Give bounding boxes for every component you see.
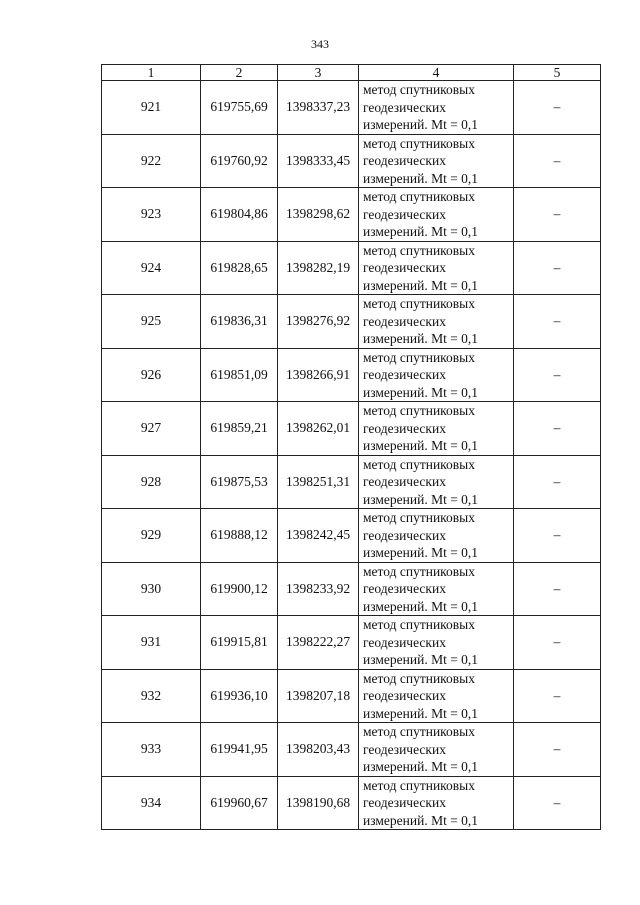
y-coordinate-cell: 1398282,19 <box>278 241 359 295</box>
method-cell <box>359 455 514 509</box>
dash-cell: – <box>514 241 601 295</box>
method-text-line: измерений. Mt = 0,1 <box>363 224 479 239</box>
point-number-cell: 923 <box>102 188 201 242</box>
method-cell <box>359 509 514 563</box>
y-coordinate-cell: 1398207,18 <box>278 669 359 723</box>
table-row <box>102 455 601 509</box>
dash-cell: – <box>514 455 601 509</box>
method-text-line: метод спутниковых <box>363 777 475 793</box>
dash-cell: – <box>514 669 601 723</box>
point-number-cell: 925 <box>102 295 201 349</box>
y-coordinate-cell: 1398190,68 <box>278 776 359 830</box>
x-coordinate-cell: 619804,86 <box>201 188 278 242</box>
method-cell <box>359 776 514 830</box>
dash-cell: – <box>514 295 601 349</box>
method-text-line: геодезических <box>363 474 446 489</box>
y-coordinate-cell: 1398298,62 <box>278 188 359 242</box>
method-text-line: измерений. Mt = 0,1 <box>363 812 479 828</box>
point-number-cell: 933 <box>102 723 201 777</box>
method-text-line: измерений. Mt = 0,1 <box>363 545 479 560</box>
table-row <box>102 134 601 188</box>
table-body <box>102 81 601 830</box>
method-text-line: геодезических <box>363 260 446 275</box>
dash-cell: – <box>514 81 601 135</box>
method-text-line: измерений. Mt = 0,1 <box>363 117 479 132</box>
x-coordinate-cell: 619900,12 <box>201 562 278 616</box>
method-text-line: метод спутниковых <box>363 510 475 525</box>
method-text-line: геодезических <box>363 581 446 596</box>
y-coordinate-cell: 1398251,31 <box>278 455 359 509</box>
y-coordinate-cell: 1398203,43 <box>278 723 359 777</box>
method-text-line: геодезических <box>363 688 446 703</box>
header-row <box>102 65 601 81</box>
method-cell <box>359 348 514 402</box>
method-text-line: измерений. Mt = 0,1 <box>363 705 479 721</box>
method-text-line: метод спутниковых <box>363 403 475 418</box>
dash-cell: – <box>514 776 601 830</box>
table-row <box>102 776 601 830</box>
x-coordinate-cell: 619760,92 <box>201 134 278 188</box>
coordinates-table <box>101 64 601 830</box>
column-header: 5 <box>514 65 601 81</box>
method-text-line: геодезических <box>363 313 446 329</box>
method-text-line: геодезических <box>363 795 446 810</box>
method-cell <box>359 188 514 242</box>
method-text-line: метод спутниковых <box>363 189 475 204</box>
point-number-cell: 929 <box>102 509 201 563</box>
method-text-line: измерений. Mt = 0,1 <box>363 170 479 186</box>
method-cell <box>359 81 514 135</box>
method-cell <box>359 134 514 188</box>
y-coordinate-cell: 1398233,92 <box>278 562 359 616</box>
table-row <box>102 241 601 295</box>
column-header: 1 <box>102 65 201 81</box>
method-text-line: измерений. Mt = 0,1 <box>363 491 479 507</box>
method-text-line: метод спутниковых <box>363 349 475 365</box>
point-number-cell: 924 <box>102 241 201 295</box>
method-cell <box>359 402 514 456</box>
method-text-line: измерений. Mt = 0,1 <box>363 759 479 774</box>
point-number-cell: 928 <box>102 455 201 509</box>
table-row <box>102 348 601 402</box>
method-text-line: геодезических <box>363 153 446 168</box>
method-text-line: измерений. Mt = 0,1 <box>363 438 479 453</box>
dash-cell: – <box>514 402 601 456</box>
method-text-line: геодезических <box>363 367 446 382</box>
table-header <box>102 65 601 81</box>
x-coordinate-cell: 619888,12 <box>201 509 278 563</box>
point-number-cell: 926 <box>102 348 201 402</box>
dash-cell: – <box>514 562 601 616</box>
method-text-line: измерений. Mt = 0,1 <box>363 652 479 667</box>
point-number-cell: 932 <box>102 669 201 723</box>
method-text-line: метод спутниковых <box>363 563 475 579</box>
method-text-line: измерений. Mt = 0,1 <box>363 384 479 400</box>
method-text-line: геодезических <box>363 634 446 650</box>
method-text-line: измерений. Mt = 0,1 <box>363 331 479 346</box>
method-text-line: метод спутниковых <box>363 670 475 686</box>
column-header: 4 <box>359 65 514 81</box>
column-header: 3 <box>278 65 359 81</box>
dash-cell: – <box>514 723 601 777</box>
method-text-line: метод спутниковых <box>363 617 475 632</box>
x-coordinate-cell: 619936,10 <box>201 669 278 723</box>
method-text-line: метод спутниковых <box>363 456 475 472</box>
table-row <box>102 81 601 135</box>
method-cell <box>359 723 514 777</box>
y-coordinate-cell: 1398337,23 <box>278 81 359 135</box>
x-coordinate-cell: 619941,95 <box>201 723 278 777</box>
method-cell <box>359 241 514 295</box>
method-text-line: метод спутниковых <box>363 242 475 258</box>
y-coordinate-cell: 1398333,45 <box>278 134 359 188</box>
point-number-cell: 934 <box>102 776 201 830</box>
x-coordinate-cell: 619859,21 <box>201 402 278 456</box>
method-text-line: геодезических <box>363 741 446 757</box>
point-number-cell: 927 <box>102 402 201 456</box>
method-text-line: метод спутниковых <box>363 296 475 311</box>
method-cell <box>359 562 514 616</box>
table-row <box>102 723 601 777</box>
table-row <box>102 616 601 670</box>
point-number-cell: 921 <box>102 81 201 135</box>
y-coordinate-cell: 1398242,45 <box>278 509 359 563</box>
x-coordinate-cell: 619915,81 <box>201 616 278 670</box>
point-number-cell: 930 <box>102 562 201 616</box>
page-number: 343 <box>311 37 329 51</box>
table-row <box>102 509 601 563</box>
y-coordinate-cell: 1398276,92 <box>278 295 359 349</box>
dash-cell: – <box>514 134 601 188</box>
method-text-line: измерений. Mt = 0,1 <box>363 598 479 614</box>
dash-cell: – <box>514 616 601 670</box>
y-coordinate-cell: 1398262,01 <box>278 402 359 456</box>
table-row <box>102 562 601 616</box>
x-coordinate-cell: 619828,65 <box>201 241 278 295</box>
point-number-cell: 931 <box>102 616 201 670</box>
method-text-line: геодезических <box>363 99 446 115</box>
method-cell <box>359 669 514 723</box>
column-header: 2 <box>201 65 278 81</box>
method-cell <box>359 616 514 670</box>
point-number-cell: 922 <box>102 134 201 188</box>
table-row <box>102 402 601 456</box>
dash-cell: – <box>514 188 601 242</box>
dash-cell: – <box>514 348 601 402</box>
method-text-line: измерений. Mt = 0,1 <box>363 277 479 293</box>
y-coordinate-cell: 1398222,27 <box>278 616 359 670</box>
x-coordinate-cell: 619875,53 <box>201 455 278 509</box>
x-coordinate-cell: 619851,09 <box>201 348 278 402</box>
table-row <box>102 188 601 242</box>
method-text-line: метод спутниковых <box>363 135 475 151</box>
dash-cell: – <box>514 509 601 563</box>
table-row <box>102 295 601 349</box>
y-coordinate-cell: 1398266,91 <box>278 348 359 402</box>
x-coordinate-cell: 619836,31 <box>201 295 278 349</box>
method-text-line: геодезических <box>363 206 446 222</box>
method-cell <box>359 295 514 349</box>
method-text-line: метод спутниковых <box>363 82 475 97</box>
x-coordinate-cell: 619960,67 <box>201 776 278 830</box>
x-coordinate-cell: 619755,69 <box>201 81 278 135</box>
method-text-line: геодезических <box>363 420 446 436</box>
method-text-line: метод спутниковых <box>363 724 475 739</box>
method-text-line: геодезических <box>363 527 446 543</box>
table-row <box>102 669 601 723</box>
